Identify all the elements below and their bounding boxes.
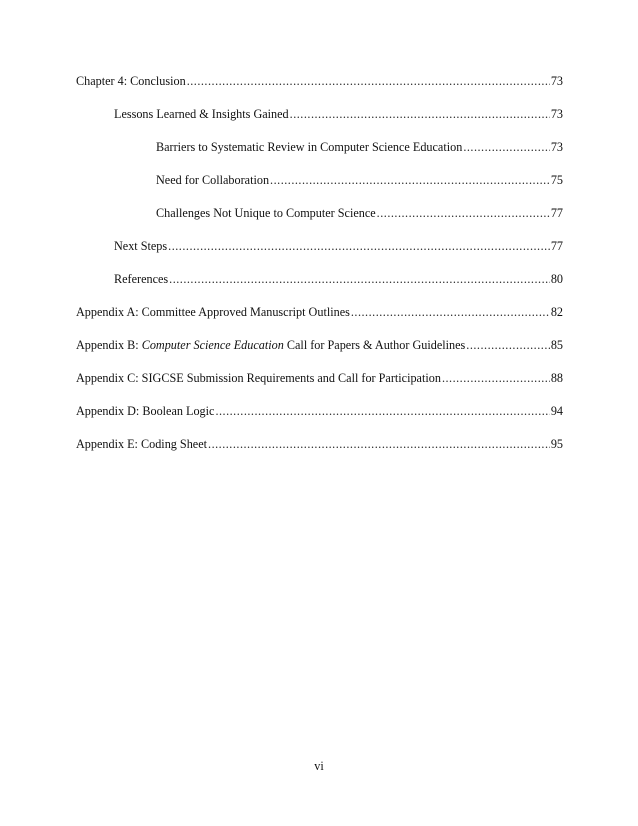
toc-dot-leader xyxy=(208,436,550,452)
toc-entry-title: Appendix A: Committee Approved Manuscript Outlines xyxy=(76,305,350,319)
toc-entry-need-for-collaboration[interactable] xyxy=(76,172,563,188)
toc-entry-title: Challenges Not Unique to Computer Science xyxy=(156,206,376,220)
toc-entry-next-steps[interactable] xyxy=(76,238,563,254)
toc-dot-leader xyxy=(463,139,550,155)
toc-entry-lessons-learned[interactable] xyxy=(76,106,563,122)
toc-entry-page: 85 xyxy=(550,338,563,352)
toc-title-suffix: Call for Papers & Author Guidelines xyxy=(283,338,466,352)
toc-entry-challenges[interactable] xyxy=(76,205,563,221)
toc-dot-leader xyxy=(215,403,549,419)
toc-entry-chapter-4[interactable] xyxy=(76,73,563,89)
toc-entry-title: Appendix E: Coding Sheet xyxy=(76,437,208,451)
toc-title-prefix: Appendix B: xyxy=(76,338,142,352)
toc-entry-page: 77 xyxy=(550,239,563,253)
toc-dot-leader xyxy=(290,106,550,122)
toc-entry-page: 82 xyxy=(550,305,563,319)
toc-dot-leader xyxy=(466,337,550,353)
toc-dot-leader xyxy=(351,304,550,320)
toc-dot-leader xyxy=(168,238,550,254)
toc-entry-title: Next Steps xyxy=(114,239,168,253)
toc-entry-page: 80 xyxy=(550,272,563,286)
toc-entry-page: 95 xyxy=(550,437,563,451)
table-of-contents xyxy=(76,73,563,469)
toc-entry-appendix-e[interactable] xyxy=(76,436,563,452)
toc-dot-leader xyxy=(187,73,550,89)
toc-entry-title: Need for Collaboration xyxy=(156,173,270,187)
toc-entry-page: 88 xyxy=(550,371,563,385)
toc-dot-leader xyxy=(377,205,550,221)
toc-entry-title xyxy=(76,337,465,353)
toc-entry-appendix-a[interactable] xyxy=(76,304,563,320)
toc-entry-page: 77 xyxy=(550,206,563,220)
toc-entry-appendix-d[interactable] xyxy=(76,403,563,419)
toc-entry-page: 73 xyxy=(550,74,563,88)
toc-entry-page: 94 xyxy=(550,404,563,418)
toc-entry-title: Chapter 4: Conclusion xyxy=(76,74,186,88)
toc-title-journal-name: Computer Science Education xyxy=(141,338,284,352)
toc-entry-barriers[interactable] xyxy=(76,139,563,155)
toc-entry-title: Barriers to Systematic Review in Computer Science Education xyxy=(156,140,463,154)
toc-dot-leader xyxy=(442,370,550,386)
toc-entry-appendix-b[interactable] xyxy=(76,337,563,353)
toc-entry-references[interactable] xyxy=(76,271,563,287)
toc-entry-title: References xyxy=(114,272,169,286)
toc-entry-page: 73 xyxy=(550,107,563,121)
toc-entry-title: Appendix C: SIGCSE Submission Requirements and Call for Participation xyxy=(76,371,441,385)
toc-dot-leader xyxy=(270,172,550,188)
page-number: vi xyxy=(314,759,324,773)
toc-entry-title: Appendix D: Boolean Logic xyxy=(76,404,215,418)
toc-dot-leader xyxy=(169,271,550,287)
toc-entry-page: 75 xyxy=(550,173,563,187)
toc-entry-page: 73 xyxy=(550,140,563,154)
toc-entry-title: Lessons Learned & Insights Gained xyxy=(114,107,289,121)
toc-entry-appendix-c[interactable] xyxy=(76,370,563,386)
